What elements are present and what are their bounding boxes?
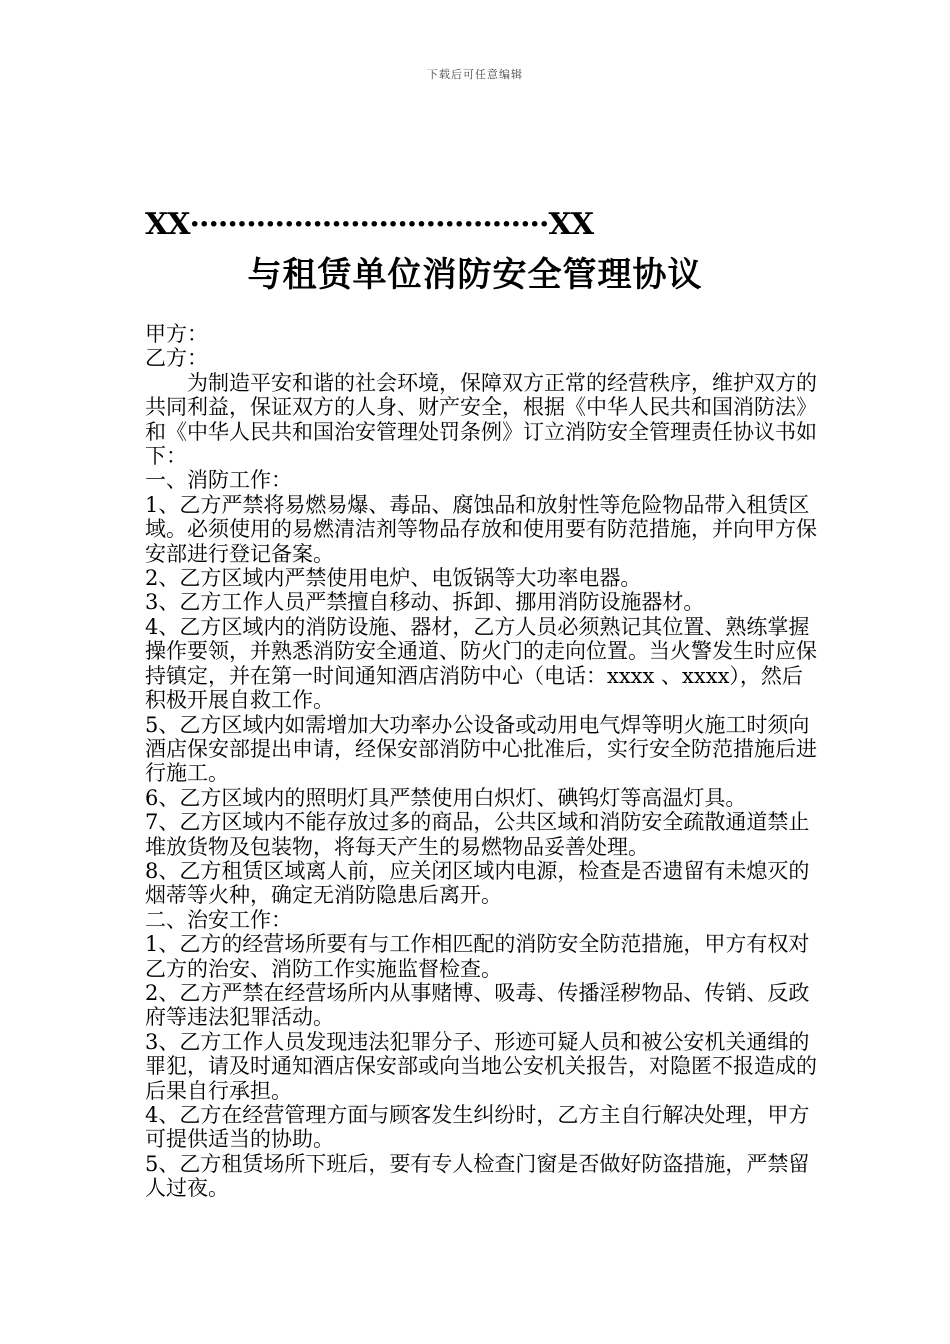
security-clause: 3、乙方工作人员发现违法犯罪分子、形迹可疑人员和被公安机关通缉的罪犯，请及时通知酒店保安部或向当地公安机关报告，对隐匿不报造成的后果自行承担。 xyxy=(145,1029,817,1103)
fire-clause: 4、乙方区域内的消防设施、器材，乙方人员必须熟记其位置、熟练掌握操作要领，并熟悉消防安全通道、防火门的走向位置。当火警发生时应保持镇定，并在第一时间通知酒店消防中心（电话：xxxx 、xxxx），然后积极开展自救工作。 xyxy=(145,614,817,713)
security-clause: 2、乙方严禁在经营场所内从事赌博、吸毒、传播淫秽物品、传销、反政府等违法犯罪活动。 xyxy=(145,980,810,1030)
security-clause: 4、乙方在经营管理方面与顾客发生纠纷时，乙方主自行解决处理，甲方可提供适当的协助。 xyxy=(145,1103,810,1152)
fire-clause: 7、乙方区域内不能存放过多的商品，公共区域和消防安全疏散通道禁止堆放货物及包装物，将每天产生的易燃物品妥善处理。 xyxy=(145,810,810,859)
security-clause: 1、乙方的经营场所要有与工作相匹配的消防安全防范措施，甲方有权对乙方的治安、消防工作实施监督检查。 xyxy=(145,932,810,981)
document-title: 与租赁单位消防安全管理协议 xyxy=(247,255,703,295)
security-clause: 5、乙方租赁场所下班后，要有专人检查门窗是否做好防盗措施，严禁留人过夜。 xyxy=(145,1151,810,1201)
header-note: 下载后可任意编辑 xyxy=(427,68,523,81)
fire-clause: 6、乙方区域内的照明灯具严禁使用白炽灯、碘钨灯等高温灯具。 xyxy=(145,785,747,810)
party-b-line: 乙方： xyxy=(145,346,208,371)
title-placeholder-line: XX······································XX xyxy=(145,207,593,242)
intro-paragraph: 为制造平安和谐的社会环境，保障双方正常的经营秩序，维护双方的共同利益，保证双方的人身、财产安全，根据《中华人民共和国消防法》和《中华人民共和国治安管理处罚条例》订立消防安全管理责任协议书如下： xyxy=(145,370,817,469)
fire-clause: 8、乙方租赁区域离人前，应关闭区域内电源，检查是否遗留有未熄灭的烟蒂等火种，确定无消防隐患后离开。 xyxy=(145,858,810,908)
section-heading-security: 二、治安工作： xyxy=(145,907,292,932)
fire-clause: 2、乙方区域内严禁使用电炉、电饭锅等大功率电器。 xyxy=(145,566,642,591)
fire-clause: 3、乙方工作人员严禁擅自移动、拆卸、挪用消防设施器材。 xyxy=(145,590,705,615)
agreement-body xyxy=(145,322,817,1201)
section-heading-fire: 一、消防工作： xyxy=(145,468,292,493)
fire-clause: 1、乙方严禁将易燃易爆、毒品、腐蚀品和放射性等危险物品带入租赁区域。必须使用的易燃清洁剂等物品存放和使用要有防范措施，并向甲方保安部进行登记备案。 xyxy=(145,492,817,566)
fire-clause: 5、乙方区域内如需增加大功率办公设备或动用电气焊等明火施工时须向酒店保安部提出申请，经保安部消防中心批准后，实行安全防范措施后进行施工。 xyxy=(145,712,817,786)
party-a-line: 甲方： xyxy=(145,322,208,346)
